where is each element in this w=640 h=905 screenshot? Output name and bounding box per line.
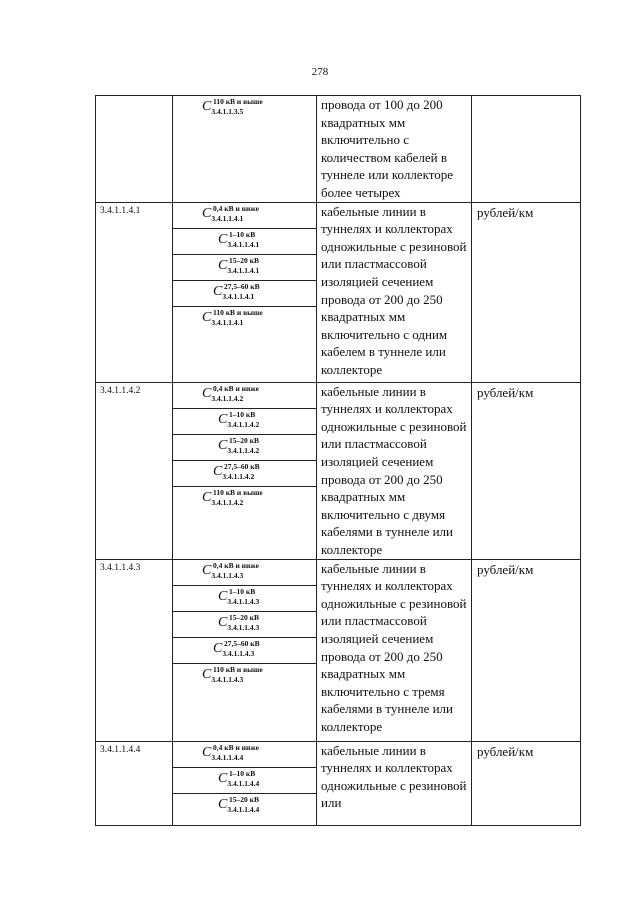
formula-letter: C — [218, 231, 228, 247]
formula-symbol — [202, 664, 263, 684]
formula-cell — [173, 559, 317, 741]
description-cell — [317, 741, 472, 825]
formula-item — [173, 409, 316, 435]
formula-subscript: 3.4.1.1.4.1 — [227, 265, 260, 275]
formula-item — [173, 96, 316, 122]
page-number: 278 — [311, 66, 329, 78]
formula-item — [173, 742, 316, 768]
formula-superscript: 15–20 кВ — [229, 612, 259, 622]
formula-symbol — [213, 638, 260, 658]
unit-cell — [472, 741, 581, 825]
formula-letter: C — [218, 257, 228, 273]
formula-superscript: 0,4 кВ и ниже — [213, 742, 259, 752]
formula-letter: C — [218, 614, 228, 630]
row-code-cell — [96, 96, 173, 203]
row-code-cell — [96, 382, 173, 559]
formula-subscript: 3.4.1.1.4.3 — [227, 622, 260, 632]
formula-item — [173, 612, 316, 638]
formula-item — [173, 794, 316, 820]
formula-letter: C — [213, 640, 223, 656]
formula-superscript: 27,5–60 кВ — [224, 638, 260, 648]
formula-letter: C — [218, 796, 228, 812]
formula-symbol — [218, 229, 260, 249]
table-row — [96, 559, 581, 741]
row-code: 3.4.1.1.4.2 — [100, 385, 141, 396]
formula-superscript: 15–20 кВ — [229, 794, 259, 804]
formula-symbol — [202, 97, 263, 116]
formula-item — [173, 768, 316, 794]
formula-subscript: 3.4.1.1.4.2 — [227, 445, 260, 455]
row-code: 3.4.1.1.4.3 — [100, 562, 141, 573]
formula-item — [173, 461, 316, 487]
formula-symbol — [218, 255, 260, 275]
description-cell — [317, 382, 472, 559]
formula-subscript: 3.4.1.1.4.2 — [227, 419, 260, 429]
table-row — [96, 202, 581, 382]
formula-symbol — [202, 487, 263, 507]
formula-symbol — [213, 281, 260, 301]
formula-letter: C — [202, 744, 212, 760]
formula-superscript: 0,4 кВ и ниже — [213, 203, 259, 213]
formula-subscript: 3.4.1.1.3.5 — [211, 107, 244, 116]
formula-subscript: 3.4.1.1.4.3 — [211, 570, 244, 580]
formula-item — [173, 487, 316, 513]
formula-item — [173, 560, 316, 586]
formula-symbol — [202, 742, 259, 762]
formula-symbol — [202, 560, 259, 580]
description-cell — [317, 559, 472, 741]
description-cell — [317, 202, 472, 382]
formula-subscript: 3.4.1.1.4.3 — [222, 648, 255, 658]
formula-symbol — [202, 307, 263, 327]
formula-item — [173, 638, 316, 664]
formula-subscript: 3.4.1.1.4.3 — [211, 674, 244, 684]
formula-item — [173, 255, 316, 281]
formula-symbol — [218, 435, 260, 455]
formula-symbol — [202, 383, 259, 403]
row-code: 3.4.1.1.4.4 — [100, 744, 141, 755]
formula-superscript: 0,4 кВ и ниже — [213, 383, 259, 393]
formula-symbol — [218, 586, 260, 606]
formula-subscript: 3.4.1.1.4.1 — [211, 213, 244, 223]
formula-superscript: 1–10 кВ — [229, 229, 256, 239]
formula-symbol — [218, 409, 260, 429]
formula-superscript: 1–10 кВ — [229, 409, 256, 419]
tariff-table — [95, 95, 581, 826]
unit-cell — [472, 202, 581, 382]
formula-cell — [173, 96, 317, 203]
formula-item — [173, 586, 316, 612]
formula-letter: C — [202, 309, 212, 325]
formula-item — [173, 664, 316, 690]
table-row — [96, 96, 581, 203]
formula-superscript: 110 кВ и выше — [213, 307, 263, 317]
formula-superscript: 15–20 кВ — [229, 255, 259, 265]
row-description: кабельные линии в туннелях и коллекторах одножильные с резиновой или — [321, 742, 467, 811]
formula-superscript: 110 кВ и выше — [213, 97, 263, 106]
unit-cell — [472, 559, 581, 741]
formula-symbol — [218, 768, 260, 788]
formula-letter: C — [218, 411, 228, 427]
row-unit — [472, 96, 580, 98]
formula-cell — [173, 382, 317, 559]
row-unit: рублей/км — [477, 384, 534, 400]
formula-cell — [173, 202, 317, 382]
row-code — [96, 96, 172, 99]
formula-superscript: 27,5–60 кВ — [224, 281, 260, 291]
formula-symbol — [202, 203, 259, 223]
row-code-cell — [96, 741, 173, 825]
formula-letter: C — [218, 588, 228, 604]
formula-subscript: 3.4.1.1.4.2 — [222, 471, 255, 481]
formula-subscript: 3.4.1.1.4.1 — [222, 291, 255, 301]
formula-letter: C — [213, 283, 223, 299]
formula-superscript: 27,5–60 кВ — [224, 461, 260, 471]
formula-letter: C — [202, 99, 212, 114]
formula-item — [173, 281, 316, 307]
table-row — [96, 741, 581, 825]
formula-subscript: 3.4.1.1.4.2 — [211, 393, 244, 403]
formula-subscript: 3.4.1.1.4.4 — [227, 804, 260, 814]
formula-subscript: 3.4.1.1.4.4 — [227, 778, 260, 788]
row-description: кабельные линии в туннелях и коллекторах одножильные с резиновой или пластмассовой изоляцией сечением провода от 200 до 250 квадратных мм включительно с двумя кабелями в туннеле или коллекторе — [321, 383, 467, 557]
formula-symbol — [213, 461, 260, 481]
unit-cell — [472, 96, 581, 203]
table-row — [96, 382, 581, 559]
formula-letter: C — [202, 489, 212, 505]
formula-item — [173, 203, 316, 229]
formula-letter: C — [202, 666, 212, 682]
formula-subscript: 3.4.1.1.4.3 — [227, 596, 260, 606]
formula-superscript: 1–10 кВ — [229, 768, 256, 778]
row-code-cell — [96, 559, 173, 741]
formula-superscript: 110 кВ и выше — [213, 664, 263, 674]
description-cell — [317, 96, 472, 203]
row-unit: рублей/км — [477, 743, 534, 759]
formula-subscript: 3.4.1.1.4.1 — [211, 317, 244, 327]
formula-letter: C — [213, 463, 223, 479]
row-code-cell — [96, 202, 173, 382]
formula-subscript: 3.4.1.1.4.2 — [211, 497, 244, 507]
formula-superscript: 110 кВ и выше — [213, 487, 263, 497]
formula-item — [173, 435, 316, 461]
row-description: кабельные линии в туннелях и коллекторах одножильные с резиновой или пластмассовой изоляцией сечением провода от 200 до 250 квадратных мм включительно с одним кабелем в туннеле или коллекторе — [321, 203, 467, 377]
formula-cell — [173, 741, 317, 825]
formula-letter: C — [202, 562, 212, 578]
formula-subscript: 3.4.1.1.4.1 — [227, 239, 260, 249]
formula-symbol — [218, 612, 260, 632]
formula-subscript: 3.4.1.1.4.4 — [211, 752, 244, 762]
row-description: провода от 100 до 200 квадратных мм включительно с количеством кабелей в туннеле или коллекторе более четырех — [321, 97, 454, 200]
formula-letter: C — [202, 385, 212, 401]
row-description: кабельные линии в туннелях и коллекторах одножильные с резиновой или пластмассовой изоляцией сечением провода от 200 до 250 квадратных мм включительно с тремя кабелями в туннеле или коллекторе — [321, 560, 467, 734]
formula-superscript: 15–20 кВ — [229, 435, 259, 445]
formula-symbol — [218, 794, 260, 814]
formula-item — [173, 229, 316, 255]
row-unit: рублей/км — [477, 561, 534, 577]
row-code: 3.4.1.1.4.1 — [100, 205, 141, 216]
formula-letter: C — [218, 770, 228, 786]
unit-cell — [472, 382, 581, 559]
row-unit: рублей/км — [477, 204, 534, 220]
formula-item — [173, 383, 316, 409]
formula-superscript: 0,4 кВ и ниже — [213, 560, 259, 570]
formula-letter: C — [218, 437, 228, 453]
formula-item — [173, 307, 316, 333]
formula-superscript: 1–10 кВ — [229, 586, 256, 596]
formula-letter: C — [202, 205, 212, 221]
